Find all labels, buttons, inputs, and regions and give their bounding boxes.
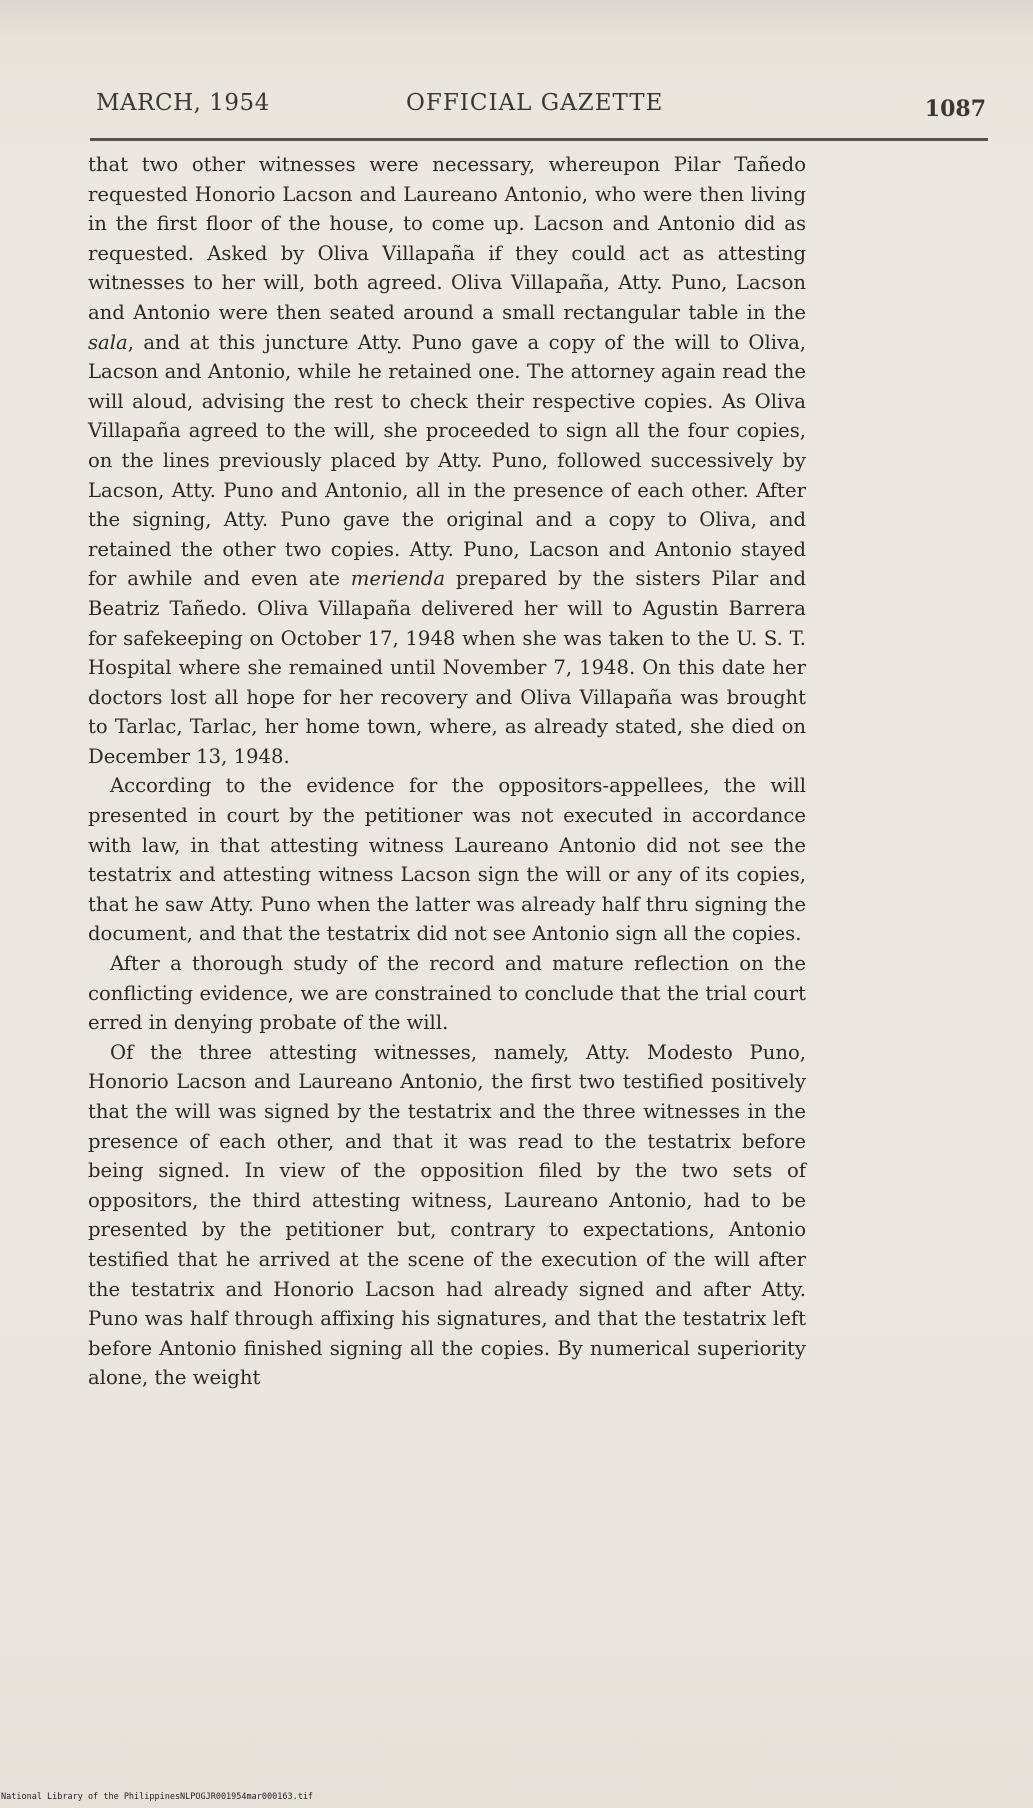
footer-file: NLPOGJR001954mar000163.tif	[180, 1792, 314, 1802]
paragraph-1-italic-sala: sala	[88, 330, 128, 354]
paragraph-4: Of the three attesting witnesses, namely, Atty. Modesto Puno, Honorio Lacson and Laureano Antonio, the first two testified positively that the will was signed by the testatrix and the three witnesses in the presence of each other, and that it was read to the testatrix before being signed. In view of the opposition filed by the two sets of oppositors, the third attesting witness, Laureano Antonio, had to be presented by the petitioner but, contrary to expectations, Antonio testified that he arrived at the scene of the execution of the will after the testatrix and Honorio Lacson had already signed and after Atty. Puno was half through affixing his signatures, and that the testatrix left before Antonio finished signing all the copies. By numerical superiority alone, the weight	[88, 1040, 806, 1390]
paragraph-1-part-b: , and at this juncture Atty. Puno gave a copy of the will to Oliva, Lacson and Antonio, while he retained one. The attorney again read the will aloud, advising the rest to check their respective copies. As Oliva Villapaña agreed to the will, she proceeded to sign all the four copies, on the lines previously placed by Atty. Puno, followed successively by Lacson, Atty. Puno and Antonio, all in the presence of each other. After the signing, Atty. Puno gave the original and a copy to Oliva, and retained the other two copies. Atty. Puno, Lacson and Antonio stayed for awhile and even ate	[88, 330, 806, 591]
header-rule	[90, 138, 988, 141]
paragraph-1-italic-merienda: merienda	[350, 567, 446, 591]
header-page-number: 1087	[924, 96, 986, 122]
header-date: MARCH, 1954	[96, 90, 270, 116]
paragraph-3: After a thorough study of the record and mature reflection on the conflicting evidence, we are constrained to conclude that the trial court erred in denying probate of the will.	[88, 952, 806, 1035]
paragraph-1-part-a: that two other witnesses were necessary, whereupon Pilar Tañedo requested Honorio Lacson and Laureano Antonio, who were then living in the first floor of the house, to come up. Lacson and Antonio did as requested. Asked by Oliva Villapaña if they could act as attesting witnesses to her will, both agreed. Oliva Villapaña, Atty. Puno, Lacson and Antonio were then seated around a small rectangular table in the	[88, 153, 806, 324]
paragraph-1-part-c: prepared by the sisters Pilar and Beatriz Tañedo. Oliva Villapaña delivered her will to Agustin Barrera for safekeeping on October 17, 1948 when she was taken to the U. S. T. Hospital where she remained until November 7, 1948. On this date her doctors lost all hope for her recovery and Oliva Villapaña was brought to Tarlac, Tarlac, her home town, where, as already stated, she died on December 13, 1948.	[88, 567, 806, 768]
footer-library: National Library of the Philippines	[1, 1792, 181, 1802]
paragraph-2: According to the evidence for the oppositors-appellees, the will presented in court by the petitioner was not executed in accordance with law, in that attesting witness Laureano Antonio did not see the testatrix and attesting witness Lacson sign the will or any of its copies, that he saw Atty. Puno when the latter was already half thru signing the document, and that the testatrix did not see Antonio sign all the copies.	[88, 774, 806, 946]
page-header	[96, 86, 986, 126]
header-publication: OFFICIAL GAZETTE	[406, 90, 664, 116]
scan-footer	[0, 1792, 1033, 1806]
paragraph-1	[88, 150, 806, 771]
article-body	[88, 150, 806, 1393]
